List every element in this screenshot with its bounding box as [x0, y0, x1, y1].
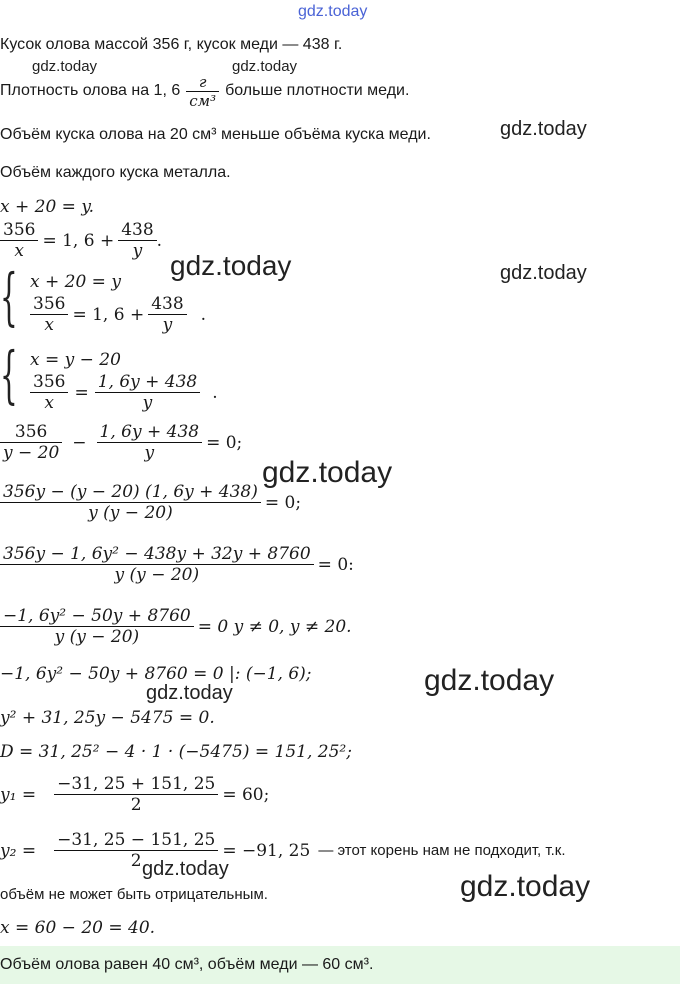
watermark: gdz.today	[146, 682, 233, 704]
volume-suffix: меньше объёма куска меди.	[220, 126, 431, 143]
system-brace-2: {	[0, 338, 18, 411]
root-rejected-text: — этот корень нам не подходит, т.к.	[318, 842, 566, 859]
eq-mid: = 1, 6 +	[72, 304, 145, 325]
frac-den: y (y − 20)	[54, 627, 140, 647]
frac-den: x	[44, 393, 55, 413]
eq-lhs: y₁ =	[0, 784, 37, 805]
frac-num: 1, 6y + 438	[97, 422, 203, 443]
frac-num: 1, 6y + 438	[95, 372, 201, 393]
frac-den: 2	[130, 851, 142, 871]
frac-num: −31, 25 + 151, 25	[54, 774, 218, 795]
volume-prefix: Объём куска олова на 20 см³	[0, 126, 217, 143]
frac-num: 438	[148, 294, 186, 315]
watermark: gdz.today	[32, 58, 98, 75]
equation-8: y² + 31, 25y − 5475 = 0.	[0, 708, 215, 728]
frac-num: 356	[0, 422, 62, 443]
negative-volume-line: объём не может быть отрицательным.	[0, 886, 268, 903]
system-brace-1: {	[0, 260, 18, 333]
watermark: gdz.today	[142, 858, 229, 880]
watermark: gdz.today	[232, 58, 298, 75]
problem-line-find: Объём каждого куска металла.	[0, 164, 231, 181]
equation-5	[0, 544, 354, 585]
equation-12: x = 60 − 20 = 40.	[0, 918, 156, 938]
frac-num: 356	[30, 294, 68, 315]
frac-num: 356y − 1, 6y² − 438y + 32y + 8760	[0, 544, 314, 565]
eq-end: = 0;	[206, 432, 243, 453]
frac-num: −31, 25 − 151, 25	[54, 830, 218, 851]
system2-row2	[30, 372, 218, 413]
frac-den: y	[162, 315, 173, 335]
frac-den: y (y − 20)	[88, 503, 173, 523]
equation-11	[0, 830, 566, 871]
equation-4	[0, 482, 301, 523]
frac-den: y	[132, 241, 143, 261]
watermark: gdz.today	[500, 262, 587, 284]
system1-row2	[30, 294, 206, 335]
eq-mid: −	[72, 432, 87, 453]
frac-den: y	[144, 443, 155, 463]
frac-den: 2	[130, 795, 142, 815]
eq-end: = 0 y ≠ 0, y ≠ 20.	[197, 616, 352, 637]
watermark: gdz.today	[424, 664, 555, 697]
equation-1: x + 20 = y.	[0, 197, 95, 217]
unit-den: см³	[189, 91, 217, 110]
eq-end: = −91, 25	[222, 840, 311, 861]
watermark: gdz.today	[460, 870, 591, 903]
frac-den: y − 20	[3, 443, 60, 463]
equation-10	[0, 774, 269, 815]
frac-den: x	[44, 315, 55, 335]
eq-mid: = 1, 6 +	[42, 230, 115, 251]
frac-num: 356	[30, 372, 68, 393]
problem-line-masses: Кусок олова массой 356 г, кусок меди — 438 г.	[0, 36, 343, 53]
watermark: gdz.today	[262, 456, 393, 489]
eq-end: .	[212, 382, 218, 403]
problem-line-volume	[0, 126, 431, 144]
eq-end: .	[156, 230, 163, 251]
frac-num: 356	[0, 220, 38, 241]
answer-line: Объём олова равен 40 см³, объём меди — 60 см³.	[0, 956, 374, 973]
density-prefix: Плотность олова на 1, 6	[0, 82, 181, 99]
watermark: gdz.today	[298, 3, 368, 20]
frac-num: −1, 6y² − 50y + 8760	[0, 606, 194, 627]
eq-lhs: y₂ =	[0, 840, 37, 861]
equation-9: D = 31, 25² − 4 · 1 · (−5475) = 151, 25²;	[0, 742, 352, 762]
eq-end: = 0:	[317, 554, 354, 575]
frac-num: 356y − (y − 20) (1, 6y + 438)	[0, 482, 261, 503]
equation-6	[0, 606, 352, 647]
frac-den: x	[14, 241, 25, 261]
density-suffix: больше плотности меди.	[225, 82, 410, 99]
watermark: gdz.today	[170, 250, 292, 281]
frac-den: y	[142, 393, 153, 413]
eq-mid: =	[74, 382, 89, 403]
eq-end: = 0;	[264, 492, 302, 513]
problem-line-density	[0, 68, 409, 114]
eq-end: = 60;	[222, 784, 270, 805]
system1-row1: x + 20 = y	[30, 272, 121, 292]
equation-7: −1, 6y² − 50y + 8760 = 0 |: (−1, 6);	[0, 664, 312, 684]
system2-row1: x = y − 20	[30, 350, 121, 370]
watermark: gdz.today	[500, 118, 587, 140]
unit-num: г	[186, 73, 219, 92]
frac-num: 438	[118, 220, 156, 241]
density-unit	[186, 73, 219, 110]
equation-3	[0, 422, 242, 463]
eq-end: .	[200, 304, 207, 325]
frac-den: y (y − 20)	[114, 565, 200, 585]
equation-2	[0, 220, 162, 261]
